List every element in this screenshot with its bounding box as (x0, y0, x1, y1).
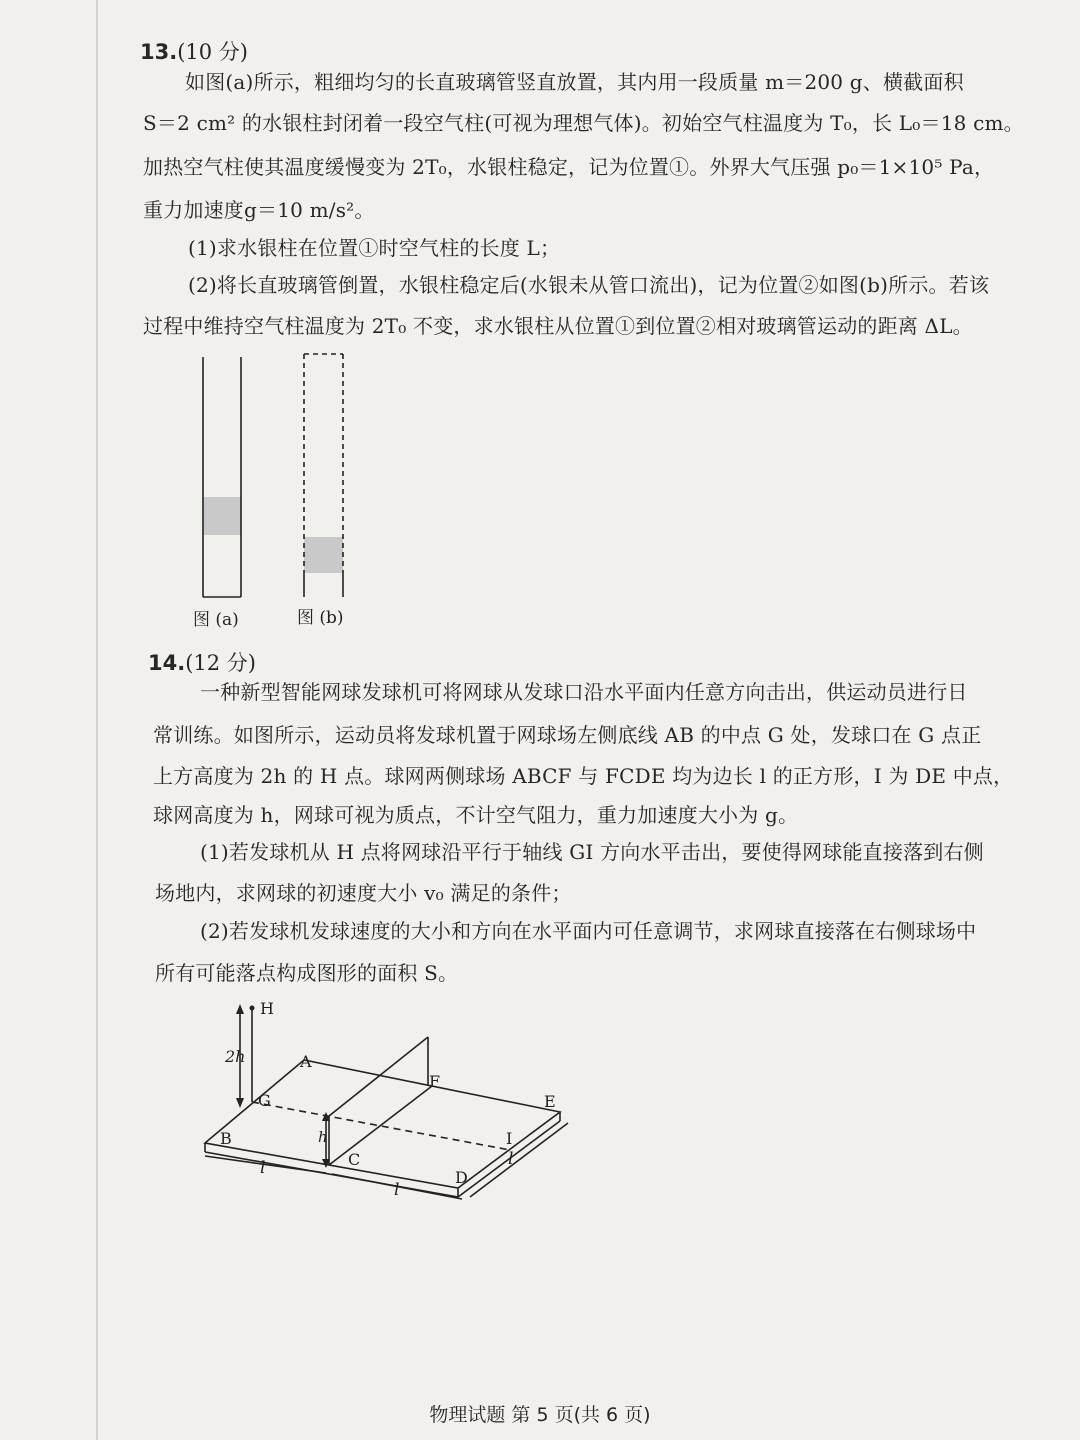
label-l-1: l (260, 1158, 266, 1178)
label-A: A (300, 1052, 312, 1071)
label-l-3: l (508, 1149, 514, 1169)
q13-line-3: 加热空气柱使其温度缓慢变为 2T₀，水银柱稳定，记为位置①。外界大气压强 p₀＝1×10⁵ Pa， (143, 155, 995, 179)
dim-l-bottom-left (205, 1156, 326, 1173)
label-I: I (506, 1129, 513, 1148)
net-baseline-CF (329, 1086, 432, 1165)
mercury-column-b (304, 537, 343, 573)
mercury-column-a (203, 497, 241, 535)
label-2h: 2h (225, 1047, 246, 1066)
label-G: G (258, 1091, 271, 1110)
q14-subq-2: (2)若发球机发球速度的大小和方向在水平面内可任意调节，求网球直接落在右侧球场中 (200, 919, 977, 943)
label-F: F (429, 1072, 441, 1091)
label-D: D (455, 1168, 468, 1187)
q14-line-3: 上方高度为 2h 的 H 点。球网两侧球场 ABCF 与 FCDE 均为边长 l 的正方形，I 为 DE 中点， (153, 764, 1014, 788)
q13-subq-2-cont: 过程中维持空气柱温度为 2T₀ 不变，求水银柱从位置①到位置②相对玻璃管运动的距离 ΔL。 (143, 314, 973, 338)
q13-number: 13. (140, 40, 178, 64)
q13-subq-2: (2)将长直玻璃管倒置，水银柱稳定后(水银未从管口流出)，记为位置②如图(b)所示。若该 (188, 273, 990, 297)
tube-a (203, 357, 241, 597)
label-C: C (348, 1150, 361, 1169)
page-edge (96, 0, 98, 1440)
q13-line-1: 如图(a)所示，粗细均匀的长直玻璃管竖直放置，其内用一段质量 m＝200 g、横截面积 (185, 70, 964, 94)
q14-heading (148, 647, 256, 677)
q13-points: (10 分) (177, 40, 248, 64)
label-l-2: l (394, 1180, 400, 1200)
tube-b (304, 354, 343, 597)
q13-heading (140, 36, 248, 66)
tube-figures (180, 345, 380, 635)
label-H: H (260, 999, 274, 1018)
dim-l-side (470, 1123, 568, 1197)
q14-subq-2-cont: 所有可能落点构成图形的面积 S。 (155, 961, 459, 985)
q14-line-4: 球网高度为 h，网球可视为质点，不计空气阻力，重力加速度大小为 g。 (153, 803, 799, 827)
q13-line-2: S＝2 cm² 的水银柱封闭着一段空气柱(可视为理想气体)。初始空气柱温度为 T₀，长 L₀＝18 cm。 (143, 111, 1024, 135)
label-h: h (318, 1128, 328, 1146)
q14-line-1: 一种新型智能网球发球机可将网球从发球口沿水平面内任意方向击出，供运动员进行日 (200, 680, 968, 704)
q13-line-4: 重力加速度g＝10 m/s²。 (143, 198, 375, 222)
q14-points: (12 分) (185, 651, 256, 675)
figure-b-caption: 图 (b) (297, 608, 344, 628)
figure-a-caption: 图 (a) (193, 610, 239, 630)
point-H (250, 1006, 255, 1011)
q14-subq-1-cont: 场地内，求网球的初速度大小 v₀ 满足的条件； (155, 881, 572, 905)
label-E: E (544, 1092, 556, 1111)
q14-subq-1: (1)若发球机从 H 点将网球沿平行于轴线 GI 方向水平击出，要使得网球能直接落到右侧 (200, 840, 984, 864)
label-B: B (220, 1129, 232, 1148)
tennis-court-figure (190, 990, 590, 1205)
page-footer: 物理试题 第 5 页(共 6 页) (429, 1404, 651, 1426)
q14-number: 14. (148, 651, 186, 675)
q14-line-2: 常训练。如图所示，运动员将发球机置于网球场左侧底线 AB 的中点 G 处，发球口在 G 点正 (153, 723, 982, 747)
net-top-edge (329, 1037, 428, 1116)
q13-subq-1: (1)求水银柱在位置①时空气柱的长度 L； (188, 236, 561, 260)
